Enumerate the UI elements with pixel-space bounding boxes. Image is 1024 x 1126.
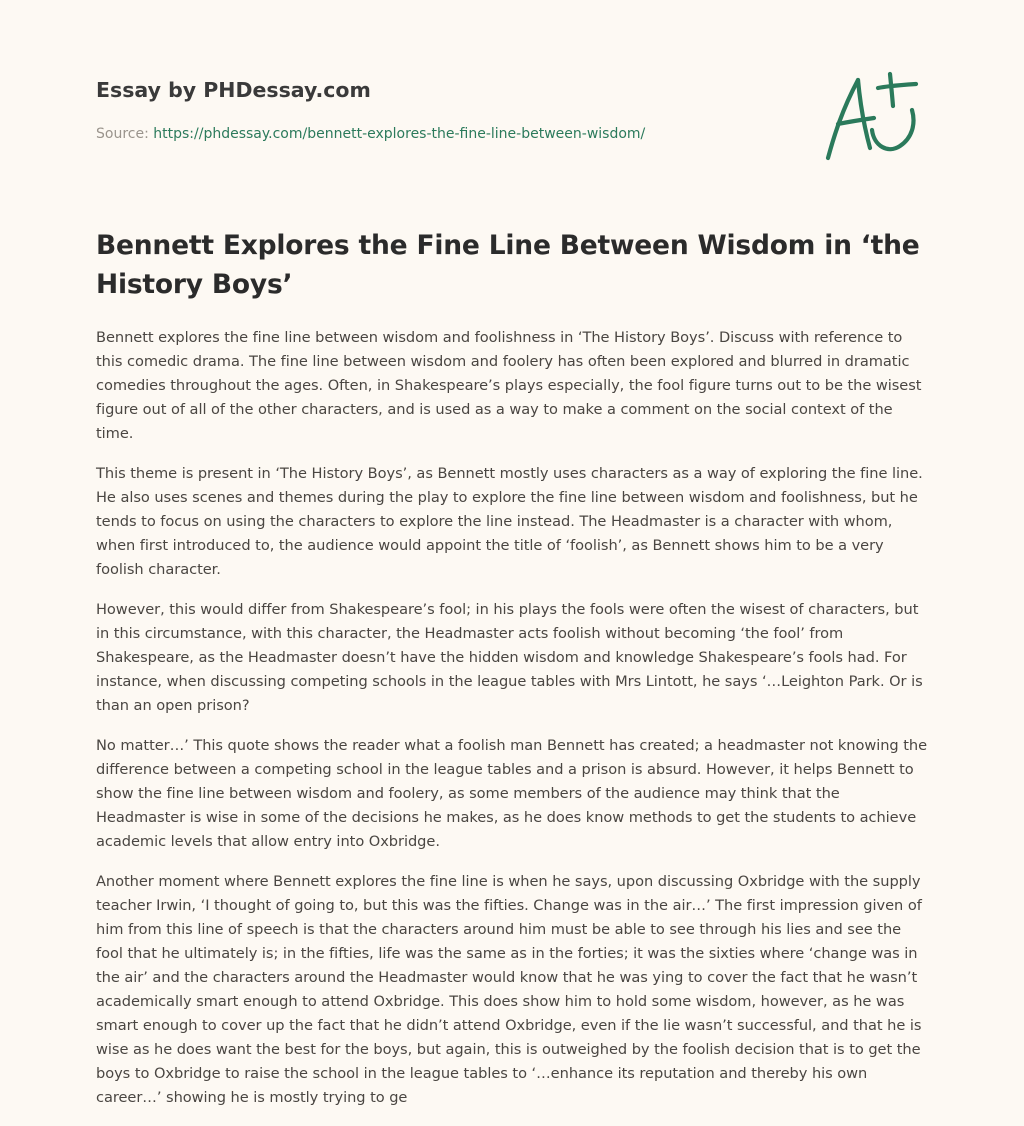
essay-paragraph: Another moment where Bennett explores the fine line is when he says, upon discussing Oxbridge with the supply teacher Irwin, ‘I thought of going to, but this was the fifties. Change was in the air…’ The first impression given of him from this line of speech is that the characters around him must be able to see through his lies and see the fool that he ultimately is; in the fifties, life was the same as in the forties; it was the sixties where ‘change was in the air’ and the characters around the Headmaster would know that he was ying to cover the fact that he wasn’t academically smart enough to attend Oxbridge. This does show him to hold some wisdom, however, as he was smart enough to cover up the fact that he didn’t attend Oxbridge, even if the lie wasn’t successful, and that he is wise as he does want the best for the boys, but again, this is outweighed by the foolish decision that is to get the boys to Oxbridge to raise the school in the league tables to ‘…enhance its reputation and thereby his own career…’ showing he is mostly trying to ge — [96, 873, 922, 1106]
source-link[interactable]: https://phdessay.com/bennett-explores-the-fine-line-between-wisdom/ — [153, 126, 646, 142]
essay-article — [96, 226, 932, 1126]
a-plus-grade-icon — [820, 66, 930, 166]
site-title: Essay by PHDessay.com — [96, 78, 371, 102]
source-label: Source: — [96, 126, 154, 142]
site-header — [96, 76, 816, 144]
essay-title: Bennett Explores the Fine Line Between Wisdom in ‘the History Boys’ — [96, 230, 920, 300]
essay-paragraph: No matter…’ This quote shows the reader what a foolish man Bennett has created; a headmaster not knowing the difference between a competing school in the league tables and a prison is absurd. However, it helps Bennett to show the fine line between wisdom and foolery, as some members of the audience may think that the Headmaster is wise in some of the decisions he makes, as he does know methods to get the students to achieve academic levels that allow entry into Oxbridge. — [96, 737, 928, 850]
essay-paragraph: Bennett explores the fine line between wisdom and foolishness in ‘The History Boys’. Discuss with reference to this comedic drama. The fine line between wisdom and foolery has often been explored and blurred in dramatic comedies throughout the ages. Often, in Shakespeare’s plays especially, the fool figure turns out to be the wisest figure out of all of the other characters, and is used as a way to make a comment on the social context of the time. — [96, 329, 922, 442]
essay-paragraph: This theme is present in ‘The History Boys’, as Bennett mostly uses characters as a way of exploring the fine line. He also uses scenes and themes during the play to explore the fine line between wisdom and foolishness, but he tends to focus on using the characters to explore the line instead. The Headmaster is a character with whom, when first introduced to, the audience would appoint the title of ‘foolish’, as Bennett shows him to be a very foolish character. — [96, 465, 923, 578]
essay-paragraph: However, this would differ from Shakespeare’s fool; in his plays the fools were often the wisest of characters, but in this circumstance, with this character, the Headmaster acts foolish without becoming ‘the fool’ from Shakespeare, as the Headmaster doesn’t have the hidden wisdom and knowledge Shakespeare’s fools had. For instance, when discussing competing schools in the league tables with Mrs Lintott, he says ‘…Leighton Park. Or is than an open prison? — [96, 601, 923, 714]
source-line — [96, 124, 816, 144]
